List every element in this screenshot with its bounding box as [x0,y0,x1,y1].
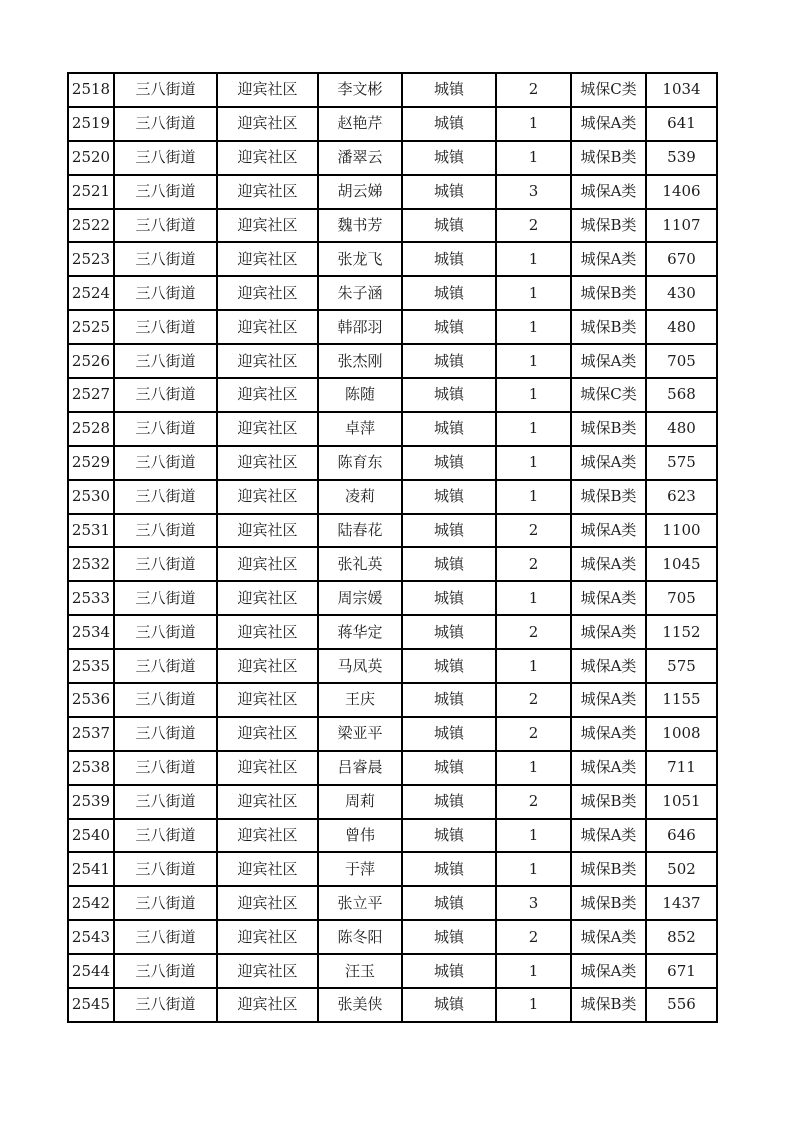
table-cell: 城保A类 [571,751,646,785]
table-cell: 1437 [646,886,717,920]
table-cell: 迎宾社区 [217,717,318,751]
table-cell: 1 [496,988,571,1022]
table-cell: 1051 [646,785,717,819]
table-cell: 迎宾社区 [217,412,318,446]
table-cell: 梁亚平 [318,717,402,751]
table-row [68,751,717,785]
table-row [68,988,717,1022]
table-cell: 迎宾社区 [217,683,318,717]
table-row [68,649,717,683]
table-cell: 蒋华定 [318,615,402,649]
table-cell: 城镇 [402,852,496,886]
table-row [68,107,717,141]
table-cell: 迎宾社区 [217,920,318,954]
table-cell: 城保B类 [571,988,646,1022]
table-cell: 575 [646,446,717,480]
table-cell: 汪玉 [318,954,402,988]
table-cell: 2529 [68,446,114,480]
table-cell: 三八街道 [114,920,217,954]
table-cell: 迎宾社区 [217,785,318,819]
table-cell: 城保B类 [571,785,646,819]
table-cell: 711 [646,751,717,785]
table-cell: 赵艳芹 [318,107,402,141]
table-cell: 城保A类 [571,242,646,276]
table-cell: 城镇 [402,751,496,785]
table-cell: 城镇 [402,107,496,141]
table-cell: 1 [496,107,571,141]
table-cell: 三八街道 [114,209,217,243]
table-cell: 2536 [68,683,114,717]
table-cell: 于萍 [318,852,402,886]
table-cell: 城保A类 [571,683,646,717]
table-cell: 1107 [646,209,717,243]
table-cell: 城镇 [402,480,496,514]
table-row [68,954,717,988]
table-cell: 2540 [68,819,114,853]
table-cell: 三八街道 [114,310,217,344]
table-cell: 2531 [68,514,114,548]
table-cell: 2544 [68,954,114,988]
table-cell: 2537 [68,717,114,751]
table-cell: 3 [496,886,571,920]
table-cell: 迎宾社区 [217,107,318,141]
table-cell: 城镇 [402,988,496,1022]
table-cell: 迎宾社区 [217,514,318,548]
table-row [68,73,717,107]
table-cell: 城保B类 [571,412,646,446]
table-cell: 2525 [68,310,114,344]
table-cell: 三八街道 [114,141,217,175]
table-cell: 705 [646,581,717,615]
table-cell: 马凤英 [318,649,402,683]
table-cell: 迎宾社区 [217,175,318,209]
table-cell: 3 [496,175,571,209]
table-cell: 张杰刚 [318,344,402,378]
table-cell: 三八街道 [114,412,217,446]
table-cell: 1008 [646,717,717,751]
table-cell: 430 [646,276,717,310]
table-cell: 2542 [68,886,114,920]
table-cell: 2523 [68,242,114,276]
table-cell: 三八街道 [114,615,217,649]
table-cell: 2545 [68,988,114,1022]
table-cell: 曾伟 [318,819,402,853]
table-cell: 城保A类 [571,514,646,548]
table-cell: 陆春花 [318,514,402,548]
table-cell: 城保B类 [571,141,646,175]
table-cell: 三八街道 [114,886,217,920]
table-cell: 城镇 [402,378,496,412]
table-cell: 城保A类 [571,920,646,954]
table-row [68,242,717,276]
table-cell: 迎宾社区 [217,615,318,649]
table-cell: 城保A类 [571,717,646,751]
table-cell: 迎宾社区 [217,581,318,615]
table-cell: 三八街道 [114,581,217,615]
table-cell: 陈冬阳 [318,920,402,954]
table-cell: 1 [496,954,571,988]
table-cell: 1 [496,446,571,480]
table-cell: 城保B类 [571,209,646,243]
table-cell: 城保A类 [571,581,646,615]
table-cell: 城镇 [402,819,496,853]
table-row [68,581,717,615]
table-cell: 城镇 [402,581,496,615]
table-cell: 三八街道 [114,480,217,514]
table-row [68,276,717,310]
table-cell: 城镇 [402,547,496,581]
table-cell: 三八街道 [114,378,217,412]
table-cell: 迎宾社区 [217,649,318,683]
table-cell: 2 [496,717,571,751]
table-cell: 575 [646,649,717,683]
table-cell: 2535 [68,649,114,683]
table-cell: 1045 [646,547,717,581]
table-cell: 1 [496,581,571,615]
table-row [68,514,717,548]
table-cell: 城镇 [402,310,496,344]
table-cell: 朱子涵 [318,276,402,310]
table-cell: 三八街道 [114,446,217,480]
table-cell: 1034 [646,73,717,107]
table-cell: 三八街道 [114,785,217,819]
table-cell: 城镇 [402,412,496,446]
table-cell: 646 [646,819,717,853]
table-cell: 2 [496,920,571,954]
table-cell: 2541 [68,852,114,886]
table-cell: 1152 [646,615,717,649]
table-cell: 迎宾社区 [217,988,318,1022]
table-row [68,683,717,717]
data-table [67,72,718,1023]
table-cell: 周莉 [318,785,402,819]
table-row [68,615,717,649]
table-cell: 张美侠 [318,988,402,1022]
table-cell: 城镇 [402,141,496,175]
table-cell: 陈育东 [318,446,402,480]
table-cell: 2519 [68,107,114,141]
table-cell: 670 [646,242,717,276]
table-cell: 城保B类 [571,310,646,344]
table-cell: 城保A类 [571,107,646,141]
table-cell: 2538 [68,751,114,785]
table-cell: 三八街道 [114,717,217,751]
table-cell: 2 [496,683,571,717]
table-cell: 671 [646,954,717,988]
table-row [68,852,717,886]
table-row [68,717,717,751]
table-cell: 三八街道 [114,954,217,988]
table-cell: 502 [646,852,717,886]
table-cell: 迎宾社区 [217,276,318,310]
table-cell: 城镇 [402,920,496,954]
table-cell: 三八街道 [114,547,217,581]
table-cell: 480 [646,412,717,446]
table-row [68,344,717,378]
table-cell: 城镇 [402,73,496,107]
table-cell: 迎宾社区 [217,547,318,581]
table-cell: 2533 [68,581,114,615]
table-cell: 2532 [68,547,114,581]
table-cell: 城镇 [402,717,496,751]
table-cell: 三八街道 [114,73,217,107]
table-cell: 城保A类 [571,446,646,480]
table-cell: 城镇 [402,276,496,310]
table-cell: 城镇 [402,209,496,243]
table-cell: 三八街道 [114,175,217,209]
table-cell: 李文彬 [318,73,402,107]
table-cell: 1155 [646,683,717,717]
table-cell: 城镇 [402,886,496,920]
table-row [68,886,717,920]
table-row [68,785,717,819]
table-cell: 城保A类 [571,819,646,853]
table-cell: 城保A类 [571,615,646,649]
table-cell: 2528 [68,412,114,446]
table-cell: 城镇 [402,344,496,378]
table-cell: 张龙飞 [318,242,402,276]
table-cell: 1 [496,242,571,276]
table-cell: 2 [496,514,571,548]
table-row [68,446,717,480]
table-cell: 城镇 [402,954,496,988]
table-row [68,412,717,446]
table-cell: 2 [496,547,571,581]
table-cell: 1 [496,276,571,310]
table-cell: 胡云娣 [318,175,402,209]
table-body [68,73,717,1022]
table-cell: 迎宾社区 [217,852,318,886]
table-cell: 480 [646,310,717,344]
table-cell: 三八街道 [114,242,217,276]
table-cell: 城保C类 [571,73,646,107]
table-cell: 539 [646,141,717,175]
table-cell: 2524 [68,276,114,310]
table-cell: 迎宾社区 [217,209,318,243]
table-cell: 迎宾社区 [217,141,318,175]
table-cell: 三八街道 [114,107,217,141]
table-cell: 三八街道 [114,852,217,886]
table-cell: 城镇 [402,175,496,209]
table-cell: 2522 [68,209,114,243]
table-cell: 迎宾社区 [217,73,318,107]
table-cell: 1 [496,852,571,886]
table-cell: 三八街道 [114,988,217,1022]
table-row [68,480,717,514]
table-cell: 城保C类 [571,378,646,412]
table-row [68,547,717,581]
table-cell: 迎宾社区 [217,886,318,920]
table-cell: 陈随 [318,378,402,412]
table-cell: 2539 [68,785,114,819]
table-cell: 1 [496,141,571,175]
table-cell: 吕睿晨 [318,751,402,785]
table-cell: 705 [646,344,717,378]
table-cell: 2543 [68,920,114,954]
table-cell: 2526 [68,344,114,378]
table-cell: 三八街道 [114,683,217,717]
table-cell: 凌莉 [318,480,402,514]
table-row [68,378,717,412]
table-cell: 城镇 [402,683,496,717]
table-cell: 迎宾社区 [217,242,318,276]
table-cell: 1 [496,480,571,514]
table-cell: 迎宾社区 [217,751,318,785]
table-cell: 城保B类 [571,852,646,886]
table-cell: 1 [496,378,571,412]
table-cell: 三八街道 [114,276,217,310]
table-row [68,819,717,853]
table-cell: 2521 [68,175,114,209]
table-cell: 迎宾社区 [217,954,318,988]
table-cell: 1 [496,751,571,785]
table-cell: 城镇 [402,514,496,548]
table-cell: 迎宾社区 [217,344,318,378]
table-cell: 2534 [68,615,114,649]
table-cell: 2530 [68,480,114,514]
table-cell: 魏书芳 [318,209,402,243]
table-cell: 城镇 [402,649,496,683]
table-cell: 1100 [646,514,717,548]
table-cell: 三八街道 [114,514,217,548]
table-cell: 641 [646,107,717,141]
table-cell: 2 [496,209,571,243]
table-cell: 城保A类 [571,344,646,378]
table-cell: 1 [496,344,571,378]
table-cell: 王庆 [318,683,402,717]
table-cell: 2 [496,785,571,819]
table-cell: 三八街道 [114,751,217,785]
table-cell: 城保B类 [571,480,646,514]
table-cell: 1 [496,819,571,853]
table-cell: 迎宾社区 [217,378,318,412]
table-cell: 2520 [68,141,114,175]
table-cell: 城镇 [402,446,496,480]
table-cell: 迎宾社区 [217,310,318,344]
table-cell: 三八街道 [114,344,217,378]
table-cell: 周宗媛 [318,581,402,615]
table-cell: 1 [496,412,571,446]
table-cell: 张立平 [318,886,402,920]
table-cell: 迎宾社区 [217,480,318,514]
table-cell: 迎宾社区 [217,819,318,853]
table-row [68,310,717,344]
table-cell: 城镇 [402,615,496,649]
table-cell: 2518 [68,73,114,107]
table-cell: 城镇 [402,242,496,276]
table-cell: 623 [646,480,717,514]
table-cell: 韩邵羽 [318,310,402,344]
table-cell: 张礼英 [318,547,402,581]
table-cell: 1 [496,649,571,683]
table-cell: 2527 [68,378,114,412]
table-cell: 1 [496,310,571,344]
table-row [68,920,717,954]
table-cell: 潘翠云 [318,141,402,175]
table-cell: 2 [496,615,571,649]
table-cell: 556 [646,988,717,1022]
table-cell: 1406 [646,175,717,209]
table-row [68,175,717,209]
table-cell: 城保A类 [571,649,646,683]
table-row [68,209,717,243]
table-cell: 城保A类 [571,954,646,988]
table-cell: 城保B类 [571,886,646,920]
table-cell: 568 [646,378,717,412]
table-cell: 城镇 [402,785,496,819]
table-cell: 三八街道 [114,819,217,853]
table-row [68,141,717,175]
table-cell: 852 [646,920,717,954]
table-cell: 卓萍 [318,412,402,446]
table-cell: 城保A类 [571,175,646,209]
table-cell: 三八街道 [114,649,217,683]
table-cell: 2 [496,73,571,107]
table-cell: 城保B类 [571,276,646,310]
table-cell: 迎宾社区 [217,446,318,480]
table-cell: 城保A类 [571,547,646,581]
